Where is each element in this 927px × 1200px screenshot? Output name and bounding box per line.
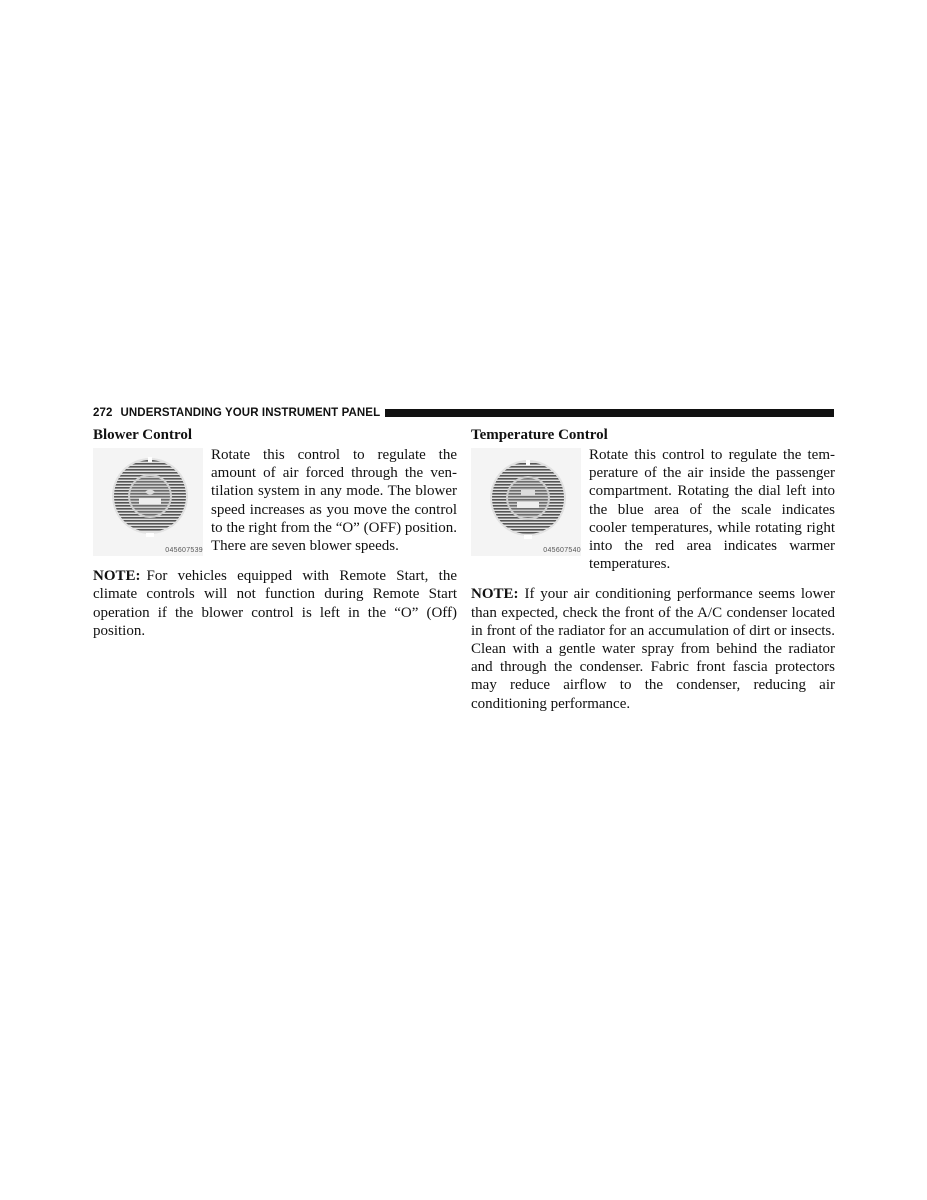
blower-dial-icon xyxy=(93,448,203,556)
blower-control-heading: Blower Control xyxy=(93,427,193,443)
temperature-note xyxy=(471,585,835,712)
temperature-control-section xyxy=(471,426,835,713)
page-number: 272 xyxy=(93,407,113,419)
blower-note xyxy=(93,567,457,640)
blower-note-label: NOTE: xyxy=(93,568,141,585)
blower-note-text: For vehicles equipped with Remote Start, the climate controls will not function during Remote Start operation if the blower control is left in the “O” (Off) position. xyxy=(93,568,457,639)
header-rule xyxy=(385,409,834,417)
blower-control-text: Rotate this control to regulate the amount of air forced through the ventilation system in any mode. The blower speed increases as you move the control to the right from the “O” (OFF) position. There are seven blower speeds. xyxy=(211,447,457,555)
temperature-figure-row xyxy=(471,446,835,573)
blower-dial-figure xyxy=(93,448,203,556)
temperature-dial-figure xyxy=(471,448,581,556)
page-header xyxy=(93,406,834,420)
section-title: UNDERSTANDING YOUR INSTRUMENT PANEL xyxy=(120,407,381,419)
temperature-note-text: If your air conditioning performance seems lower than expected, check the front of the A/C condenser located in front of the radiator for an accumulation of dirt or insects. Clean with a gentle water spray from behind the radiator and through the condenser. Fabric front fascia protectors may reduce airflow to the condenser, reducing air conditioning performance. xyxy=(471,586,835,712)
blower-figure-code: 045607539 xyxy=(165,547,203,554)
blower-figure-row xyxy=(93,446,457,555)
temperature-note-label: NOTE: xyxy=(471,586,519,603)
temperature-figure-code: 045607540 xyxy=(543,547,581,554)
temperature-dial-icon xyxy=(471,448,581,556)
blower-control-section xyxy=(93,426,457,640)
temperature-control-heading: Temperature Control xyxy=(471,427,608,443)
temperature-control-text: Rotate this control to regulate the temperature of the air inside the passenger compartment. Rotating the dial left into the blue area of the scale indicates cooler temperatures, while rotating right into the red area indicates warmer temperatures. xyxy=(589,447,835,573)
